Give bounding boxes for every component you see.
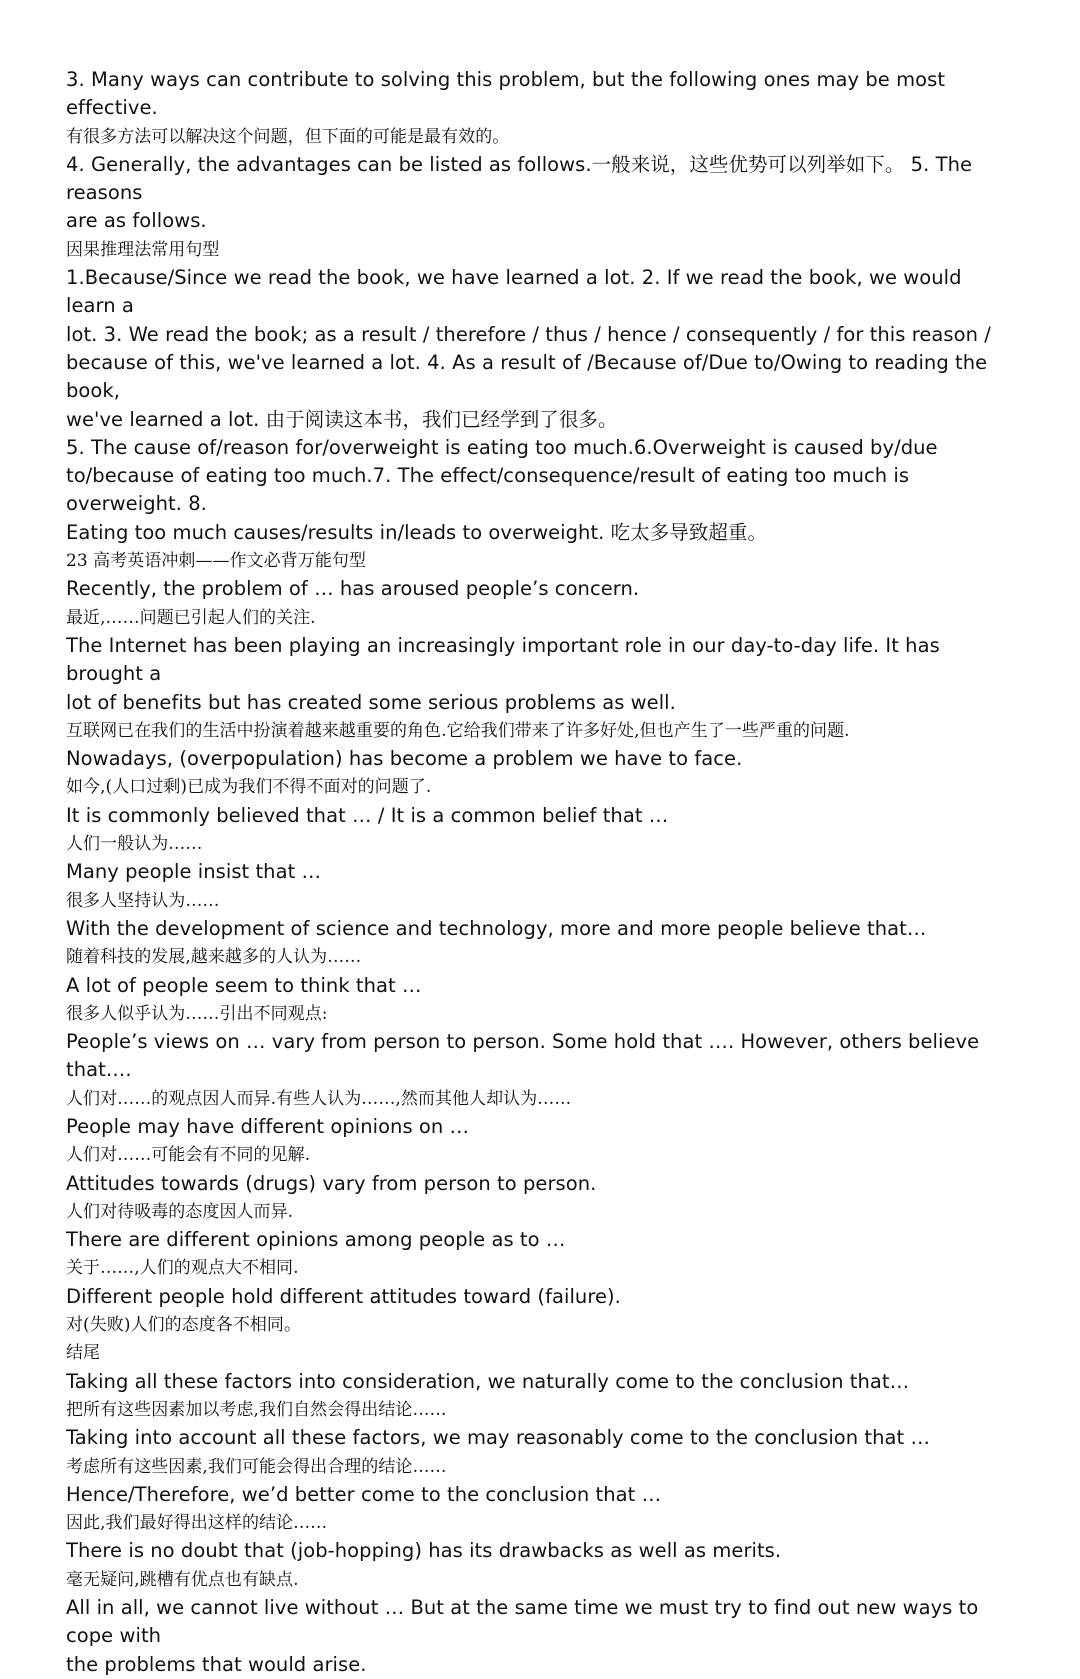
text-line: Eating too much causes/results in/leads to overweight. 吃太多导致超重。	[66, 520, 768, 544]
section-heading: 23 高考英语冲刺——作文必背万能句型	[66, 551, 366, 572]
text-line: the problems that would arise.	[66, 1652, 367, 1676]
translation-line: 把所有这些因素加以考虑,我们自然会得出结论……	[66, 1399, 447, 1420]
translation-line: 人们对……可能会有不同的见解.	[66, 1145, 311, 1166]
text-line: Hence/Therefore, we’d better come to the conclusion that …	[66, 1482, 662, 1506]
text-line: 3. Many ways can contribute to solving this problem, but the following ones may be most effective.	[66, 68, 946, 120]
text-line: People’s views on … vary from person to person. Some hold that …. However, others believe that….	[66, 1030, 980, 1082]
translation-line: 人们对待吸毒的态度因人而异.	[66, 1201, 294, 1222]
text-line: All in all, we cannot live without … But at the same time we must try to find out new ways to cope with	[66, 1596, 979, 1648]
text-line: Recently, the problem of … has aroused people’s concern.	[66, 577, 640, 601]
text-line: The Internet has been playing an increasingly important role in our day-to-day life. It has brought a	[66, 633, 940, 686]
translation-line: 毫无疑问,跳槽有优点也有缺点.	[66, 1569, 299, 1590]
text-line: Taking all these factors into consideration, we naturally come to the conclusion that…	[66, 1369, 910, 1393]
text-line: 4. Generally, the advantages can be listed as follows.一般来说，这些优势可以列举如下。 5. The reasons	[66, 152, 973, 205]
text-line: There are different opinions among people as to …	[66, 1228, 566, 1252]
text-line: It is commonly believed that … / It is a common belief that …	[66, 803, 669, 827]
text-line: Different people hold different attitudes toward (failure).	[66, 1284, 621, 1308]
translation-line: 关于……,人们的观点大不相同.	[66, 1258, 299, 1279]
text-line: we've learned a lot. 由于阅读这本书，我们已经学到了很多。	[66, 407, 618, 431]
translation-line: 最近,……问题已引起人们的关注.	[66, 607, 316, 628]
section-heading: 结尾	[66, 1343, 101, 1364]
translation-line: 有很多方法可以解决这个问题，但下面的可能是最有效的。	[66, 126, 510, 147]
translation-line: 对(失败)人们的态度各不相同。	[66, 1315, 302, 1336]
text-line: People may have different opinions on …	[66, 1114, 470, 1138]
translation-line: 因此,我们最好得出这样的结论……	[66, 1513, 328, 1534]
translation-line: 考虑所有这些因素,我们可能会得出合理的结论……	[66, 1456, 447, 1477]
text-line: There is no doubt that (job-hopping) has its drawbacks as well as merits.	[66, 1539, 782, 1563]
text-line: Many people insist that …	[66, 860, 322, 884]
text-line: are as follows.	[66, 209, 207, 233]
translation-line: 人们对……的观点因人而异.有些人认为……,然而其他人却认为……	[66, 1088, 572, 1109]
text-line: Attitudes towards (drugs) vary from person to person.	[66, 1171, 597, 1195]
section-heading: 因果推理法常用句型	[66, 239, 220, 260]
translation-line: 随着科技的发展,越来越多的人认为……	[66, 947, 362, 968]
text-line: lot of benefits but has created some serious problems as well.	[66, 690, 676, 714]
text-line: because of this, we've learned a lot. 4. As a result of /Because of/Due to/Owing to reading the book,	[66, 350, 988, 403]
text-line: to/because of eating too much.7. The effect/consequence/result of eating too much is overweight. 8.	[66, 464, 910, 516]
document-page	[66, 66, 1016, 1679]
translation-line: 如今,(人口过剩)已成为我们不得不面对的问题了.	[66, 777, 432, 798]
translation-line: 人们一般认为……	[66, 834, 203, 855]
text-line: 1.Because/Since we read the book, we have learned a lot. 2. If we read the book, we would learn a	[66, 266, 962, 318]
text-line: Taking into account all these factors, we may reasonably come to the conclusion that …	[66, 1426, 931, 1450]
translation-line: 互联网已在我们的生活中扮演着越来越重要的角色.它给我们带来了许多好处,但也产生了一些严重的问题.	[66, 720, 850, 741]
text-line: Nowadays, (overpopulation) has become a problem we have to face.	[66, 747, 743, 771]
text-line: lot. 3. We read the book; as a result / therefore / thus / hence / consequently / for this reason /	[66, 322, 991, 346]
text-line: With the development of science and technology, more and more people believe that…	[66, 916, 927, 940]
text-line: A lot of people seem to think that …	[66, 973, 422, 997]
text-line: 5. The cause of/reason for/overweight is eating too much.6.Overweight is caused by/due	[66, 435, 938, 459]
translation-line: 很多人似乎认为……引出不同观点:	[66, 1003, 328, 1024]
translation-line: 很多人坚持认为……	[66, 890, 220, 911]
